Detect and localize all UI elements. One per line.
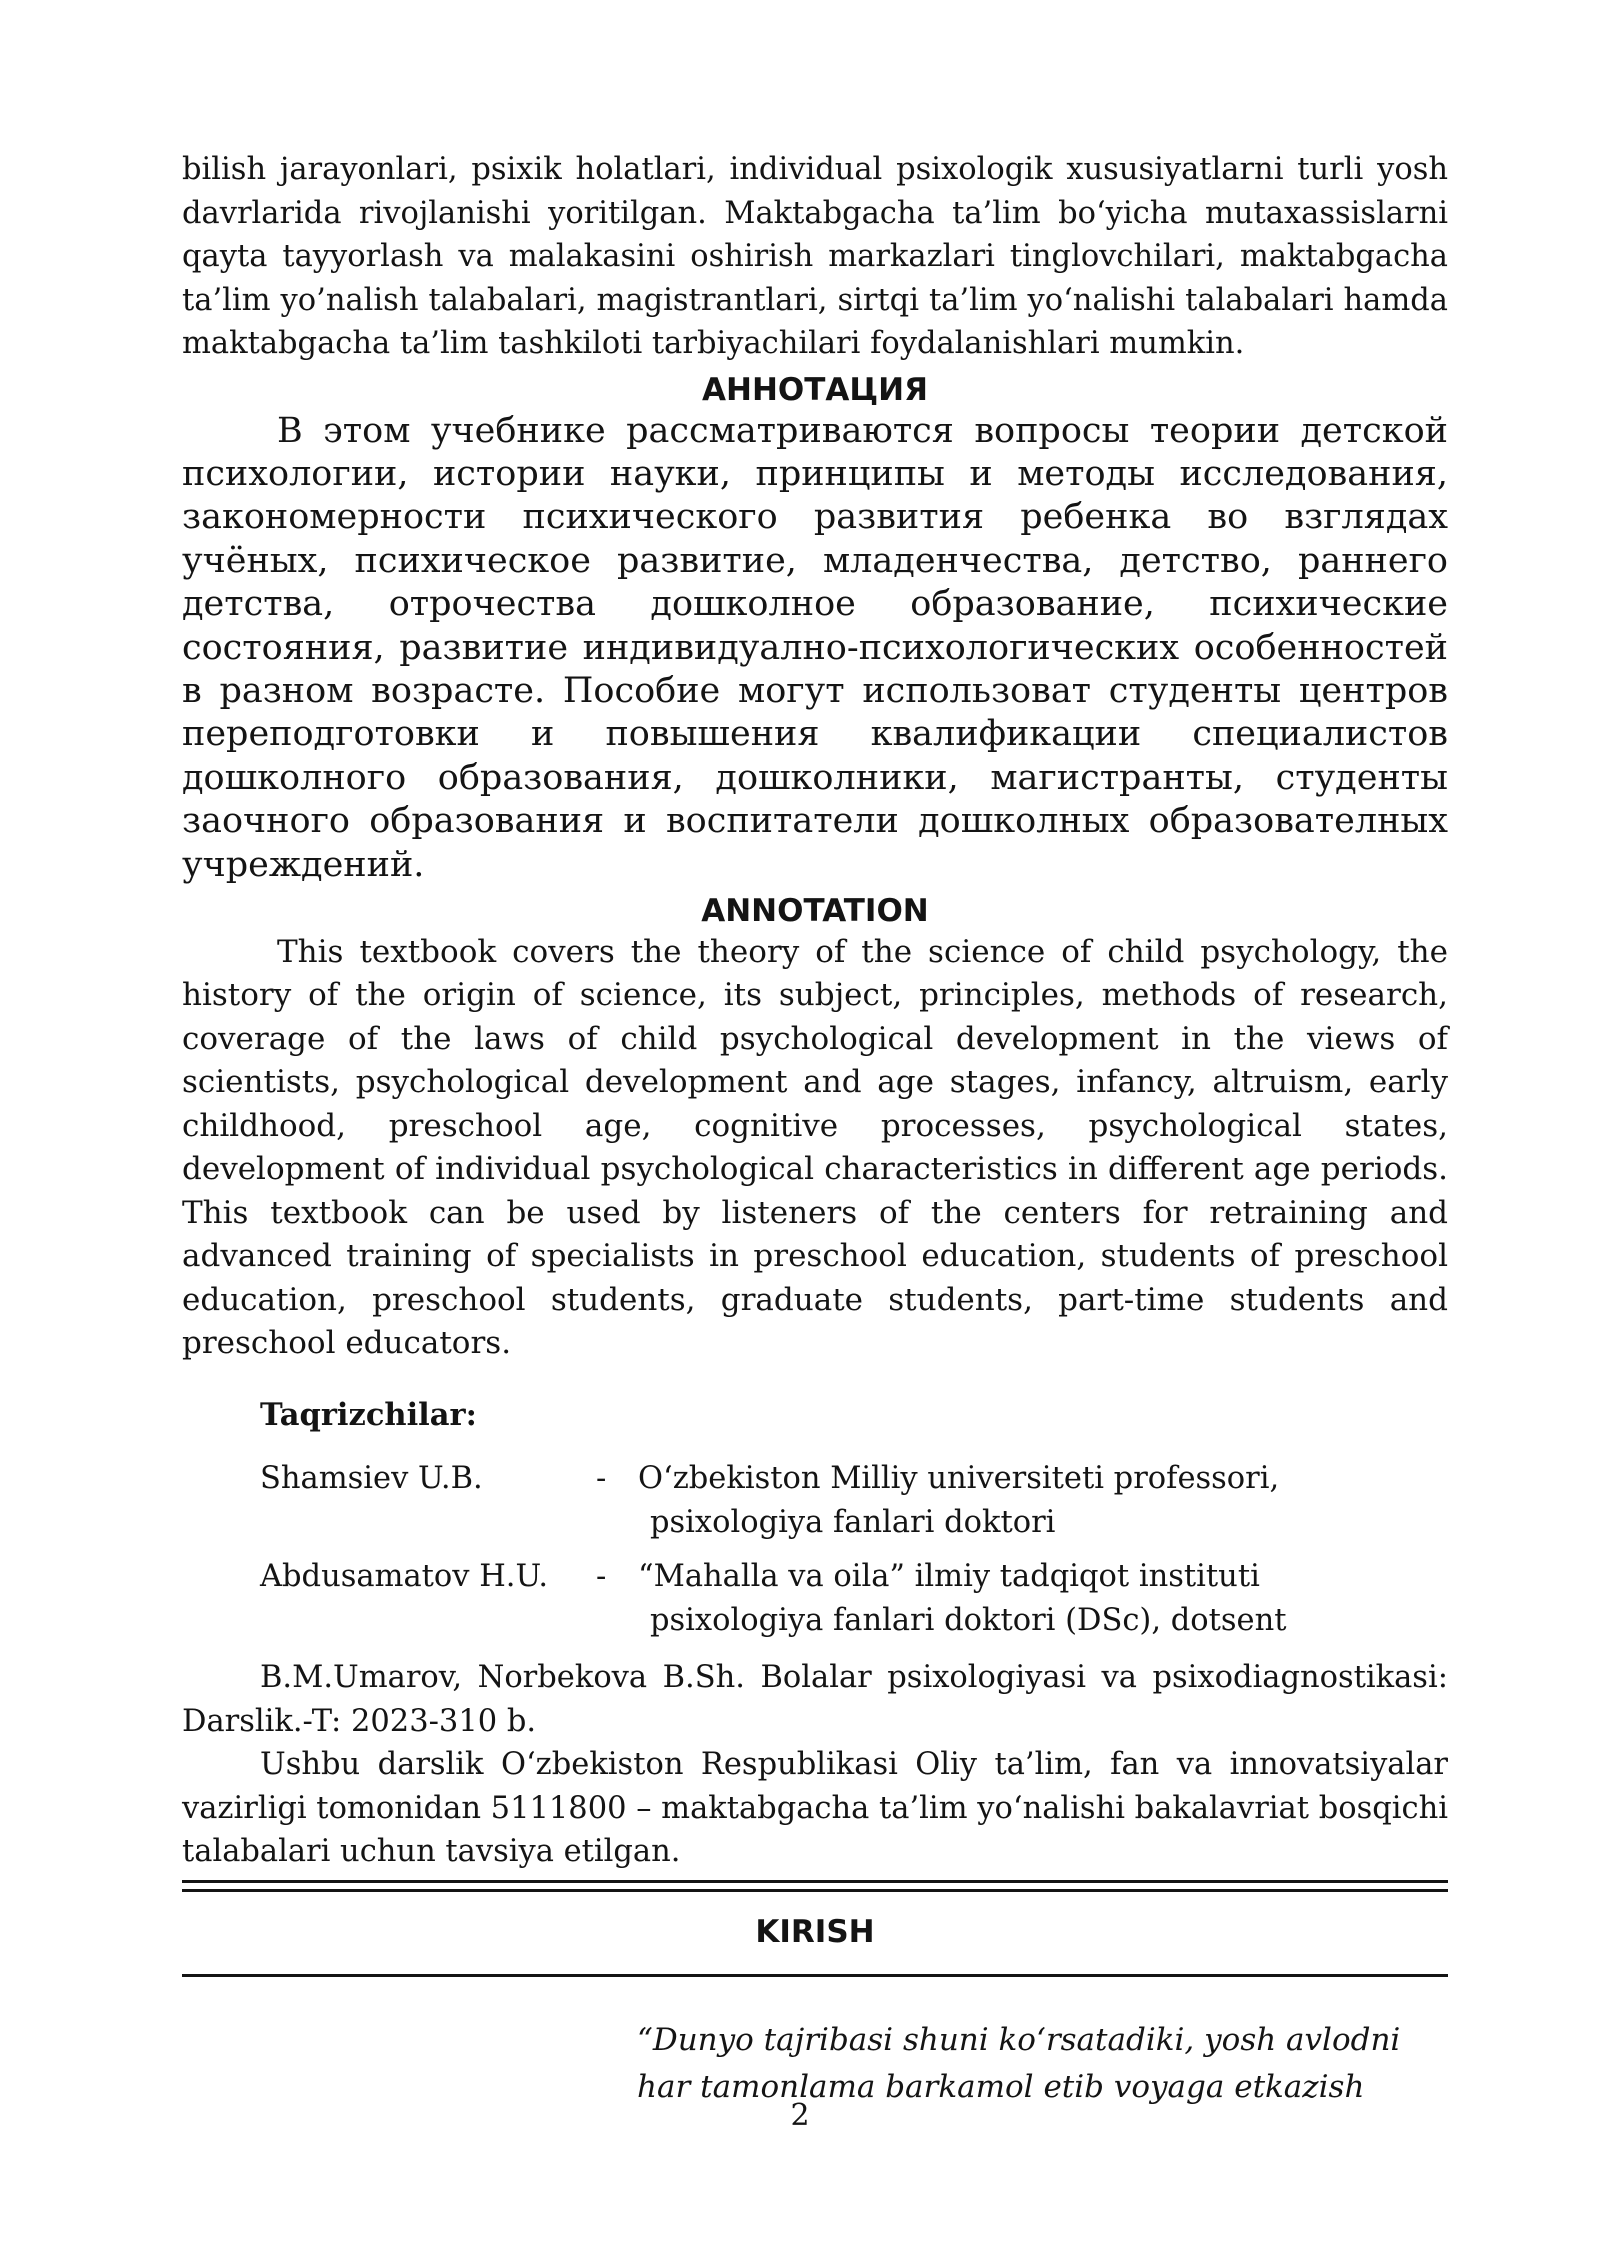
ru-annotation-text: В этом учебнике рассматриваются вопросы теории детской психологии, истории науки, принципы и методы исследования, закономерности психического развития ребенка во взглядах учёных, психическое развитие, младенчества, детство, раннего детства, отрочества дошколное образование, психические состояния, развитие индивидуално-психологических особенностей в разном возрасте. Пособие могут использоват студенты центров переподготовки и повышения квалификации специалистов дошколного образования, дошколники, магистранты, студенты заочного образования и воспитатели дошколных образователных учреждений. (182, 410, 1448, 885)
reviewer-affiliation (638, 1555, 1448, 1642)
epigraph-line: “Dunyo tajribasi shuni ko‘rsatadiki, yosh avlodni (637, 2021, 1401, 2058)
en-annotation-heading: ANNOTATION (701, 892, 929, 929)
epigraph (637, 2017, 1448, 2111)
reviewer-dash: - (596, 1559, 607, 1595)
bibliographic-citation: B.M.Umarov, Norbekova B.Sh. Bolalar psixologiyasi va psixodiagnostikasi: Darslik.-T: 2023-310 b. (182, 1660, 1448, 1739)
reviewer-name: Shamsiev U.B. (260, 1461, 483, 1497)
double-divider (182, 1880, 1448, 1892)
recommendation-text: Ushbu darslik O‘zbekiston Respublikasi Oliy ta’lim, fan va innovatsiyalar vazirligi tomonidan 5111800 – maktabgacha ta’lim yo‘nalishi bakalavriat bosqichi talabalari uchun tavsiya etilgan. (182, 1747, 1448, 1870)
reviewer-affiliation-line: psixologiya fanlari doktori (DSc), dotsent (650, 1602, 1287, 1638)
epigraph-line: har tamonlama barkamol etib voyaga etkazish (637, 2068, 1365, 2105)
reviewer-name: Abdusamatov H.U. (260, 1559, 549, 1595)
reviewer-row (260, 1555, 1448, 1642)
section-heading: KIRISH (755, 1913, 875, 1950)
uz-annotation-text: bilish jarayonlari, psixik holatlari, individual psixologik xususiyatlarni turli yosh davrlarida rivojlanishi yoritilgan. Maktabgacha ta’lim bo‘yicha mutaxassislarni qayta tayyorlash va malakasini oshirish markazlari tinglovchilari, maktabgacha ta’lim yo’nalish talabalari, magistrantlari, sirtqi ta’lim yo‘nalishi talabalari hamda maktabgacha ta’lim tashkiloti tarbiyachilari foydalanishlari mumkin. (182, 152, 1448, 361)
reviewer-affiliation (638, 1457, 1448, 1544)
document-page (182, 148, 1448, 2111)
reviewer-affiliation-line: “Mahalla va oila” ilmiy tadqiqot instituti (638, 1559, 1260, 1595)
reviewers-section (182, 1394, 1448, 1643)
en-annotation-text: This textbook covers the theory of the science of child psychology, the history of the origin of science, its subject, principles, methods of research, coverage of the laws of child psychological development in the views of scientists, psychological development and age stages, infancy, altruism, early childhood, preschool age, cognitive processes, psychological states, development of individual psychological characteristics in different age periods. This textbook can be used by listeners of the centers for retraining and advanced training of specialists in preschool education, students of preschool education, preschool students, graduate students, part-time students and preschool educators. (182, 933, 1448, 1362)
ru-annotation-heading: АННОТАЦИЯ (702, 371, 928, 408)
reviewer-affiliation-line: psixologiya fanlari doktori (650, 1504, 1056, 1540)
reviewer-affiliation-line: O‘zbekiston Milliy universiteti professori, (638, 1461, 1280, 1497)
reviewer-dash: - (596, 1461, 607, 1497)
reviewer-row (260, 1457, 1448, 1544)
divider (182, 1974, 1448, 1977)
reviewers-title: Taqrizchilar: (260, 1396, 477, 1433)
page-number: 2 (790, 2098, 810, 2133)
